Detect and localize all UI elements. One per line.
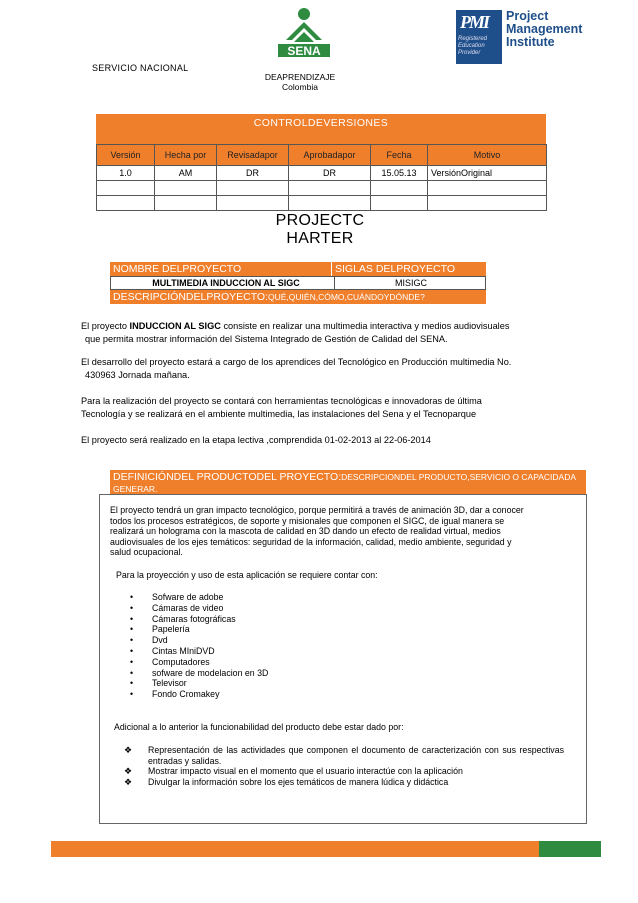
col-header: Fecha [371,145,428,166]
cell: VersiónOriginal [428,166,547,181]
cell [155,181,217,196]
cell [97,181,155,196]
description-label: DESCRIPCIÓNDELPROYECTO: [113,291,269,303]
diamond-bullet-icon: ❖ [124,776,133,787]
bullet-icon: • [130,602,134,613]
functionality-intro: Adicional a lo anterior la funcionabilidad del producto debe estar dado por: [114,722,404,732]
pmi-sub: Registered Education Provider [458,36,488,56]
sena-logo-text: SENA [287,44,321,58]
list-item: • sofware de modelacion en 3D [130,667,269,678]
requirements-intro: Para la proyección y uso de esta aplicación se requiere contar con: [116,570,378,580]
definition-header [110,470,586,494]
cell [371,196,428,211]
cell [217,196,289,211]
cell [371,181,428,196]
cell [97,196,155,211]
bullet-icon: • [130,667,134,678]
col-header: Aprobadapor [289,145,371,166]
project-sigla: MISIGC [334,277,487,290]
project-name-row [110,276,486,290]
dept-label [200,72,400,92]
list-item: • Televisor [130,678,187,689]
version-table-title: CONTROLDEVERSIONES [96,114,546,144]
desc-bold: INDUCCION AL SIGC [129,321,221,331]
pmi-name-3: Institute [506,35,555,49]
cell: 1.0 [97,166,155,181]
bullet-icon: • [130,624,134,635]
list-item: • Cámaras fotográficas [130,613,236,624]
pmi-mark: PMI [460,12,489,32]
list-item: ❖ Representación de las actividades que componen el documento de caracterización con sus respectivas entradas y salidas. [124,745,564,766]
cell [428,196,547,211]
bullet-icon: • [130,678,134,689]
diamond-bullet-icon: ❖ [124,766,133,777]
table-row [97,196,547,211]
desc-paragraph-2: El desarrollo del proyecto estará a cargo de los aprendices del Tecnológico en Producción multimedia No. 430963 Jornada mañana. [81,357,512,380]
footer-bar-orange [51,841,539,857]
list-item: ❖ Divulgar la información sobre los ejes temáticos de manera lúdica y didáctica [124,776,449,787]
project-name: MULTIMEDIA INDUCCION AL SIGC [152,278,300,288]
cell: 15.05.13 [371,166,428,181]
cell: DR [217,166,289,181]
page-title: PROJECTCHARTER [275,212,365,247]
list-item: • Fondo Cromakey [130,689,220,700]
service-label: SERVICIO NACIONAL [92,63,189,73]
versions-table [96,144,547,211]
pmi-name-2: Management [506,22,583,36]
description-sublabel: QUÉ,QUIÉN,CÓMO,CUÁNDOYDÓNDE? [268,292,425,302]
bullet-icon: • [130,613,134,624]
bullet-icon: • [130,592,134,602]
definition-box [99,494,587,824]
list-item: • Computadores [130,656,210,667]
list-item: • Cámaras de video [130,602,224,613]
list-item: • Papelería [130,624,190,635]
project-sigla-label: SIGLAS DELPROYECTO [332,262,486,276]
col-header: Versión [97,145,155,166]
desc-paragraph-1: El proyecto INDUCCION AL SIGC consiste en realizar una multimedia interactiva y medios audiovisuales que permita mostrar información del Sistema Integrado de Gestión de Calidad del SENA. [81,321,510,344]
cell [155,196,217,211]
col-header: Hecha por [155,145,217,166]
cell: AM [155,166,217,181]
description-header [110,290,486,304]
cell: DR [289,166,371,181]
footer-bar-green [539,841,601,857]
list-item: • Cintas MIniDVD [130,645,215,656]
desc-paragraph-4: El proyecto será realizado en la etapa lectiva ,comprendida 01-02-2013 al 22-06-2014 [81,435,431,445]
col-header: Revisadapor [217,145,289,166]
col-header: Motivo [428,145,547,166]
table-row [97,166,547,181]
country-name: Colombia [282,82,318,92]
cell [289,196,371,211]
cell [217,181,289,196]
definition-sublabel: DESCRIPCIONDEL PRODUCTO,SERVICIO O CAPACIDADA GENERAR. [113,472,576,494]
pmi-name-1: Project [506,9,549,23]
bullet-icon: • [130,635,134,646]
desc-paragraph-3: Para la realización del proyecto se contará con herramientas tecnológicas e innovadoras de última Tecnología y se realizará en el ambiente multimedia, las instalaciones del Sena y el Tecnoparque [81,396,482,419]
cell [289,181,371,196]
versions-header-row [97,145,547,166]
list-item: • Dvd [130,635,168,646]
cell [428,181,547,196]
bullet-icon: • [130,689,134,700]
bullet-icon: • [130,645,134,656]
list-item: • Sofware de adobe [130,592,224,602]
definition-intro: El proyecto tendrá un gran impacto tecnológico, porque permitirá a través de animación 3D, dar a conocer todos los procesos estratégicos, de soporte y misionales que componen el SIGC, de igual manera se realizará un holograma con la mascota de calidad en 3D dando un efecto de realidad virtual, medios audiovisuales de los ejes temáticos: seguridad de la información, calidad, medio ambiente, seguridad y salud ocupacional. [110,505,524,558]
table-row [97,181,547,196]
project-name-label: NOMBRE DELPROYECTO [110,262,331,276]
bullet-icon: • [130,656,134,667]
dept-name: DEAPRENDIZAJE [264,72,336,82]
definition-label: DEFINICIÓNDEL PRODUCTODEL PROYECTO: [113,471,342,483]
diamond-bullet-icon: ❖ [124,745,133,755]
pmi-logo [456,10,620,64]
sena-logo [272,6,336,64]
list-item: ❖ Mostrar impacto visual en el momento que el usuario interactúe con la aplicación [124,766,463,777]
